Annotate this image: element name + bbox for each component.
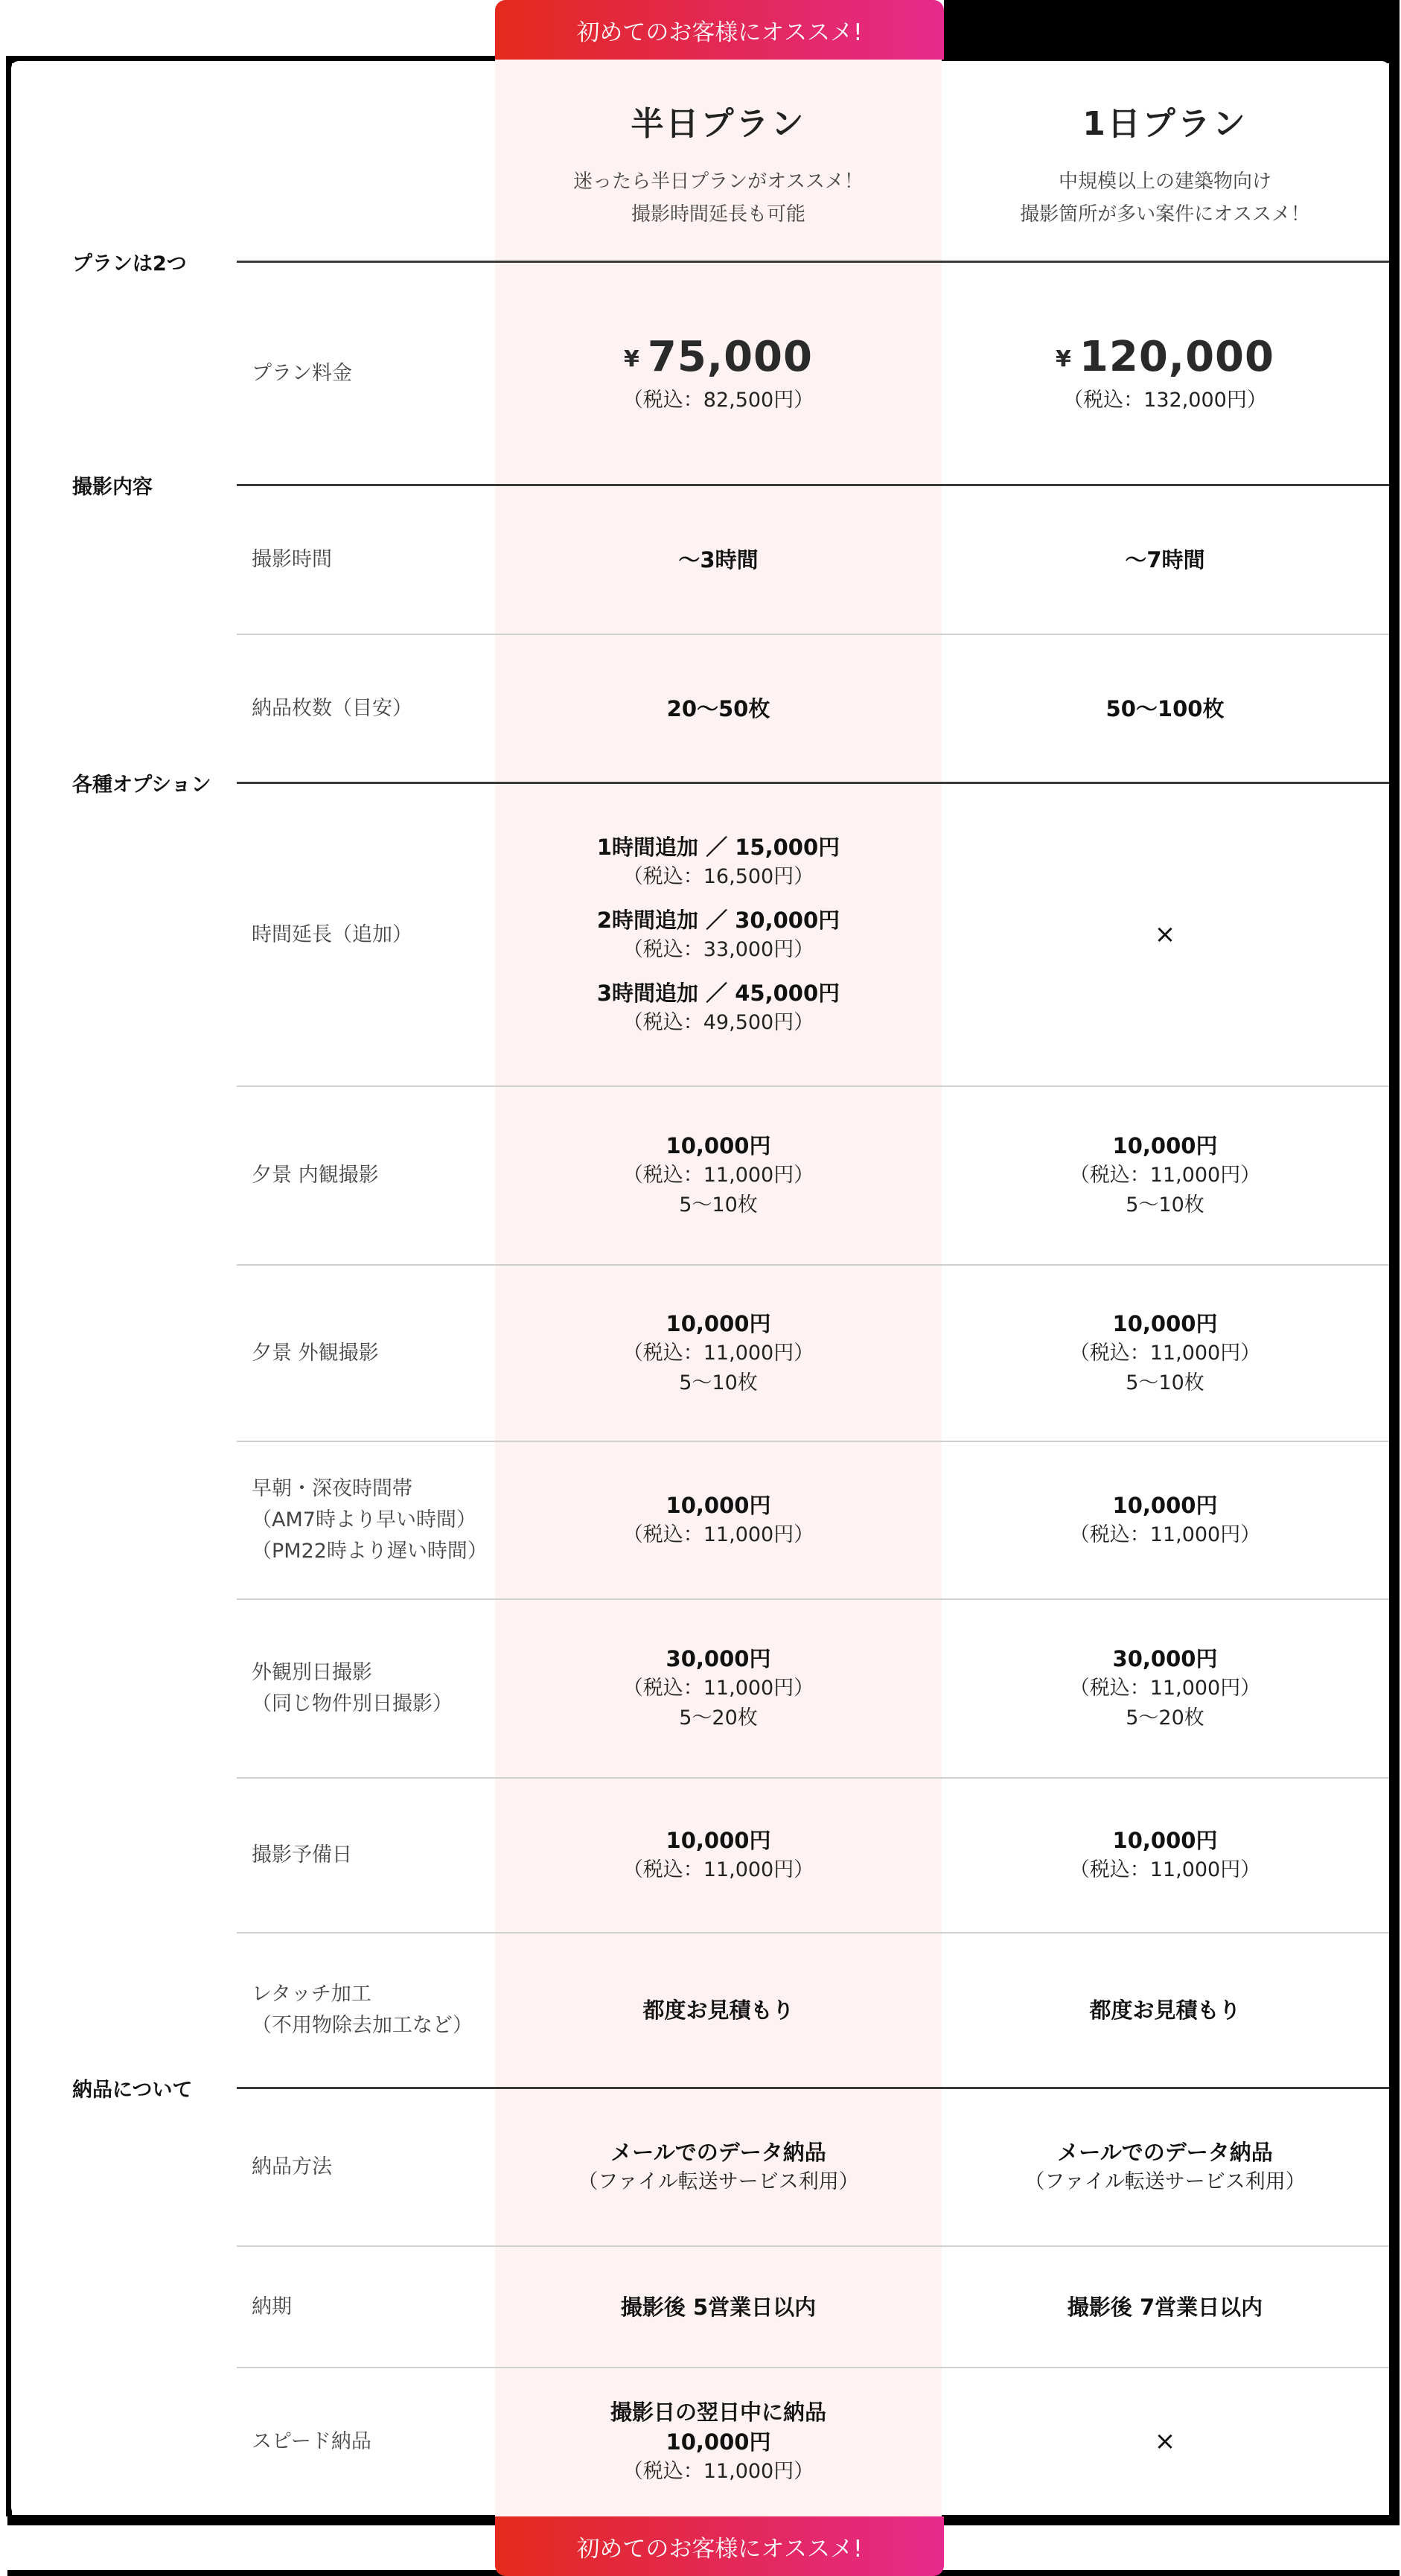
cell-qty: 5〜10枚 bbox=[679, 1371, 758, 1394]
currency-symbol: ¥ bbox=[1056, 345, 1072, 372]
plan-desc-line: 中規模以上の建築物向け bbox=[1058, 170, 1271, 193]
cell-tax: （税込：11,000円） bbox=[622, 1858, 814, 1881]
cell-value: 撮影後 5営業日以内 bbox=[620, 2295, 817, 2320]
plan-title: 1日プラン bbox=[1082, 105, 1248, 143]
cell-value: 〜3時間 bbox=[678, 547, 759, 573]
cell-value: 〜7時間 bbox=[1125, 547, 1205, 573]
plan-desc-line: 撮影箇所が多い案件にオススメ！ bbox=[1020, 203, 1310, 226]
row-label-line: 早朝・深夜時間帯 bbox=[252, 1477, 412, 1500]
cell-price: 10,000円 bbox=[1112, 1828, 1218, 1853]
cell-value: 都度お見積もり bbox=[642, 1998, 794, 2023]
cell-price: 10,000円 bbox=[666, 2429, 771, 2455]
cell-price: 30,000円 bbox=[1112, 1646, 1218, 1671]
plan-header-fullday bbox=[942, 97, 1388, 231]
cell-price: 10,000円 bbox=[1112, 1493, 1218, 1518]
cell-value: 50〜100枚 bbox=[1105, 695, 1225, 721]
row-label-line: レタッチ加工 bbox=[252, 1983, 371, 2006]
price-tax: （税込：132,000円） bbox=[1063, 388, 1267, 412]
row-label bbox=[237, 1657, 495, 1720]
extension-tax: （税込：33,000円） bbox=[622, 937, 814, 961]
cell-price: 10,000円 bbox=[666, 1133, 771, 1158]
cell-price: 10,000円 bbox=[666, 1493, 771, 1518]
cell-price: 10,000円 bbox=[666, 1310, 771, 1336]
cell-value: 都度お見積もり bbox=[1089, 1998, 1241, 2023]
table-row-delivery-method bbox=[237, 2089, 1389, 2245]
cell-tax: （税込：11,000円） bbox=[622, 1341, 814, 1365]
table-row-early-late bbox=[237, 1442, 1389, 1598]
table-row-shooting-time bbox=[237, 486, 1389, 634]
row-label: 夕景 外観撮影 bbox=[252, 1341, 379, 1365]
cell-tax: （税込：11,000円） bbox=[622, 1677, 814, 1700]
section-heading-content: 撮影内容 bbox=[72, 476, 153, 499]
cell-qty: 5〜10枚 bbox=[1126, 1193, 1204, 1217]
table-row-delivery-count bbox=[237, 635, 1389, 782]
cell-value: 20〜50枚 bbox=[666, 695, 770, 721]
cell-tax: （税込：11,000円） bbox=[1069, 1341, 1261, 1365]
cell-price: 10,000円 bbox=[666, 1828, 771, 1853]
price-cell-halfday bbox=[495, 331, 942, 415]
plan-desc-line: 迷ったら半日プランがオススメ！ bbox=[573, 170, 864, 193]
row-label: プラン料金 bbox=[252, 361, 352, 385]
cell-tax: （税込：11,000円） bbox=[1069, 1858, 1261, 1881]
cell-qty: 5〜10枚 bbox=[679, 1193, 758, 1217]
row-label-line: （不用物除去加工など） bbox=[252, 2014, 473, 2037]
frame-edge bbox=[944, 0, 1400, 60]
recommended-banner-top bbox=[495, 0, 944, 60]
currency-symbol: ¥ bbox=[624, 345, 640, 372]
row-label-line: （AM7時より早い時間） bbox=[252, 1508, 476, 1531]
cell-qty: 5〜20枚 bbox=[1126, 1706, 1204, 1729]
not-available-icon: × bbox=[1154, 2426, 1176, 2456]
row-label bbox=[237, 1473, 495, 1567]
extension-tax: （税込：16,500円） bbox=[622, 864, 814, 888]
extension-option: 2時間追加 ／ 30,000円 bbox=[596, 907, 840, 933]
table-row-evening-exterior bbox=[237, 1266, 1389, 1441]
cell-tax: （税込：11,000円） bbox=[622, 1523, 814, 1546]
row-label: 納品枚数（目安） bbox=[252, 696, 412, 720]
cell-price: 10,000円 bbox=[1112, 1310, 1218, 1336]
cell-tax: （税込：11,000円） bbox=[1069, 1523, 1261, 1546]
row-label: 納品方法 bbox=[252, 2155, 332, 2178]
cell-note: （ファイル転送サービス利用） bbox=[1024, 2170, 1306, 2193]
cell-price: 10,000円 bbox=[1112, 1133, 1218, 1158]
table-row-reserve-day bbox=[237, 1779, 1389, 1932]
extension-tax: （税込：49,500円） bbox=[622, 1010, 814, 1034]
row-label: スピード納品 bbox=[252, 2429, 371, 2453]
row-label: 夕景 内観撮影 bbox=[252, 1164, 379, 1187]
not-available-icon: × bbox=[1154, 919, 1176, 949]
section-heading-delivery: 納品について bbox=[72, 2079, 193, 2102]
cell-tax: （税込：11,000円） bbox=[1069, 1164, 1261, 1187]
banner-label: 初めてのお客様にオススメ! bbox=[576, 19, 863, 46]
plan-header-halfday bbox=[495, 97, 942, 231]
cell-value: 撮影後 7営業日以内 bbox=[1067, 2295, 1263, 2320]
section-heading-plans: プランは2つ bbox=[72, 252, 187, 275]
cell-note: （ファイル転送サービス利用） bbox=[578, 2170, 859, 2193]
table-row-plan-price bbox=[237, 263, 1389, 484]
plan-desc-line: 撮影時間延長も可能 bbox=[631, 203, 805, 226]
frame-edge bbox=[1389, 56, 1400, 2520]
cell-value: メールでのデータ納品 bbox=[1057, 2140, 1273, 2165]
cell-tax: （税込：11,000円） bbox=[1069, 1677, 1261, 1700]
plan-title: 半日プラン bbox=[631, 105, 806, 143]
price-value: 75,000 bbox=[647, 333, 813, 382]
table-row-speed-delivery bbox=[237, 2368, 1389, 2515]
recommended-banner-bottom bbox=[495, 2516, 944, 2576]
cell-value: 撮影日の翌日中に納品 bbox=[610, 2399, 826, 2425]
cell-qty: 5〜20枚 bbox=[679, 1706, 758, 1729]
table-row-exterior-other-day bbox=[237, 1600, 1389, 1777]
extension-option: 1時間追加 ／ 15,000円 bbox=[596, 834, 840, 860]
cell-value: メールでのデータ納品 bbox=[610, 2140, 826, 2165]
section-heading-options: 各種オプション bbox=[72, 774, 211, 797]
table-row-delivery-deadline bbox=[237, 2247, 1389, 2368]
price-tax: （税込：82,500円） bbox=[622, 388, 814, 412]
cell-price: 30,000円 bbox=[666, 1646, 771, 1671]
table-row-retouch bbox=[237, 1933, 1389, 2087]
row-label-line: （PM22時より遅い時間） bbox=[252, 1540, 488, 1563]
cell-tax: （税込：11,000円） bbox=[622, 2459, 814, 2483]
row-label: 撮影予備日 bbox=[252, 1843, 352, 1866]
table-row-evening-interior bbox=[237, 1087, 1389, 1264]
row-label bbox=[237, 1979, 495, 2041]
extension-option: 3時間追加 ／ 45,000円 bbox=[596, 980, 840, 1006]
cell-tax: （税込：11,000円） bbox=[622, 1164, 814, 1187]
row-label-line: 外観別日撮影 bbox=[252, 1661, 372, 1684]
row-label: 撮影時間 bbox=[252, 548, 332, 571]
cell-qty: 5〜10枚 bbox=[1126, 1371, 1204, 1394]
table-row-time-extension bbox=[237, 784, 1389, 1085]
price-value: 120,000 bbox=[1079, 333, 1274, 382]
banner-label: 初めてのお客様にオススメ! bbox=[576, 2535, 863, 2563]
extension-options bbox=[495, 832, 942, 1038]
row-label: 納期 bbox=[252, 2295, 292, 2318]
row-label: 時間延長（追加） bbox=[252, 922, 412, 946]
price-cell-fullday bbox=[942, 331, 1388, 415]
row-label-line: （同じ物件別日撮影） bbox=[252, 1692, 453, 1715]
